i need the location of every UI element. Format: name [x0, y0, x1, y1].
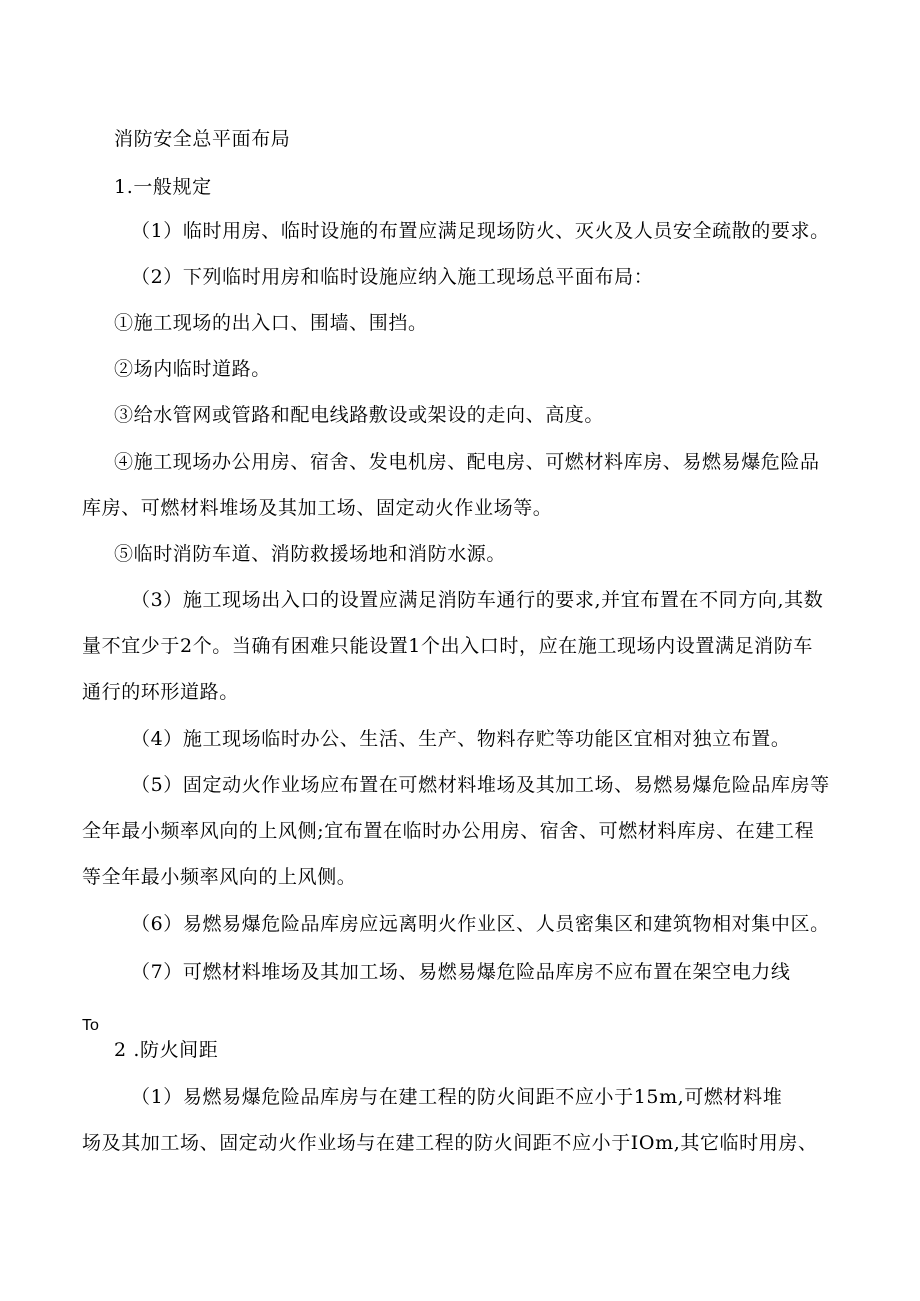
paragraph-3-line-1: （3）施工现场出入口的设置应满足消防车通行的要求,并宜布置在不同方向,其数: [131, 589, 824, 611]
paragraph-4: （4）施工现场临时办公、生活、生产、物料存贮等功能区宜相对独立布置。: [131, 728, 791, 750]
paragraph-5-line-3: 等全年最小频率风向的上风侧。: [82, 866, 357, 888]
section-1-heading: 1.一般规定: [114, 176, 212, 198]
paragraph-3-line-2: 量不宜少于2个。当确有困难只能设置1个出入口时，应在施工现场内设置满足消防车: [82, 635, 813, 657]
list-item-5: ⑤临时消防车道、消防救援场地和消防水源。: [114, 543, 507, 565]
section-2-heading: 2 .防火间距: [114, 1039, 219, 1061]
paragraph-2: （2）下列临时用房和临时设施应纳入施工现场总平面布局：: [131, 266, 654, 288]
paragraph-5-line-2: 全年最小频率风向的上风侧;宜布置在临时办公用房、宿舍、可燃材料库房、在建工程: [82, 820, 815, 842]
list-item-3: ③给水管网或管路和配电线路敷设或架设的走向、高度。: [114, 404, 605, 426]
list-item-4-line-2: 库房、可燃材料堆场及其加工场、固定动火作业场等。: [82, 497, 553, 519]
document-title: 消防安全总平面布局: [114, 128, 291, 150]
section-2-paragraph-1-line-1: （1）易燃易爆危险品库房与在建工程的防火间距不应小于15m,可燃材料堆: [131, 1086, 783, 1108]
paragraph-6: （6）易燃易爆危险品库房应远离明火作业区、人员密集区和建筑物相对集中区。: [131, 913, 830, 935]
paragraph-5-line-1: （5）固定动火作业场应布置在可燃材料堆场及其加工场、易燃易爆危险品库房等: [131, 774, 830, 796]
list-item-1: ①施工现场的出入口、围墙、围挡。: [114, 312, 428, 334]
paragraph-1: （1）临时用房、临时设施的布置应满足现场防火、灭火及人员安全疏散的要求。: [131, 220, 830, 242]
list-item-2: ②场内临时道路。: [114, 358, 271, 380]
paragraph-7: （7）可燃材料堆场及其加工场、易燃易爆危险品库房不应布置在架空电力线: [131, 961, 791, 983]
stray-text: To: [82, 1017, 99, 1034]
list-item-4-line-1: ④施工现场办公用房、宿舍、发电机房、配电房、可燃材料库房、易燃易爆危险品: [114, 451, 820, 473]
paragraph-3-line-3: 通行的环形道路。: [82, 681, 239, 703]
section-2-paragraph-1-line-2: 场及其加工场、固定动火作业场与在建工程的防火间距不应小于IOm,其它临时用房、: [82, 1132, 818, 1154]
